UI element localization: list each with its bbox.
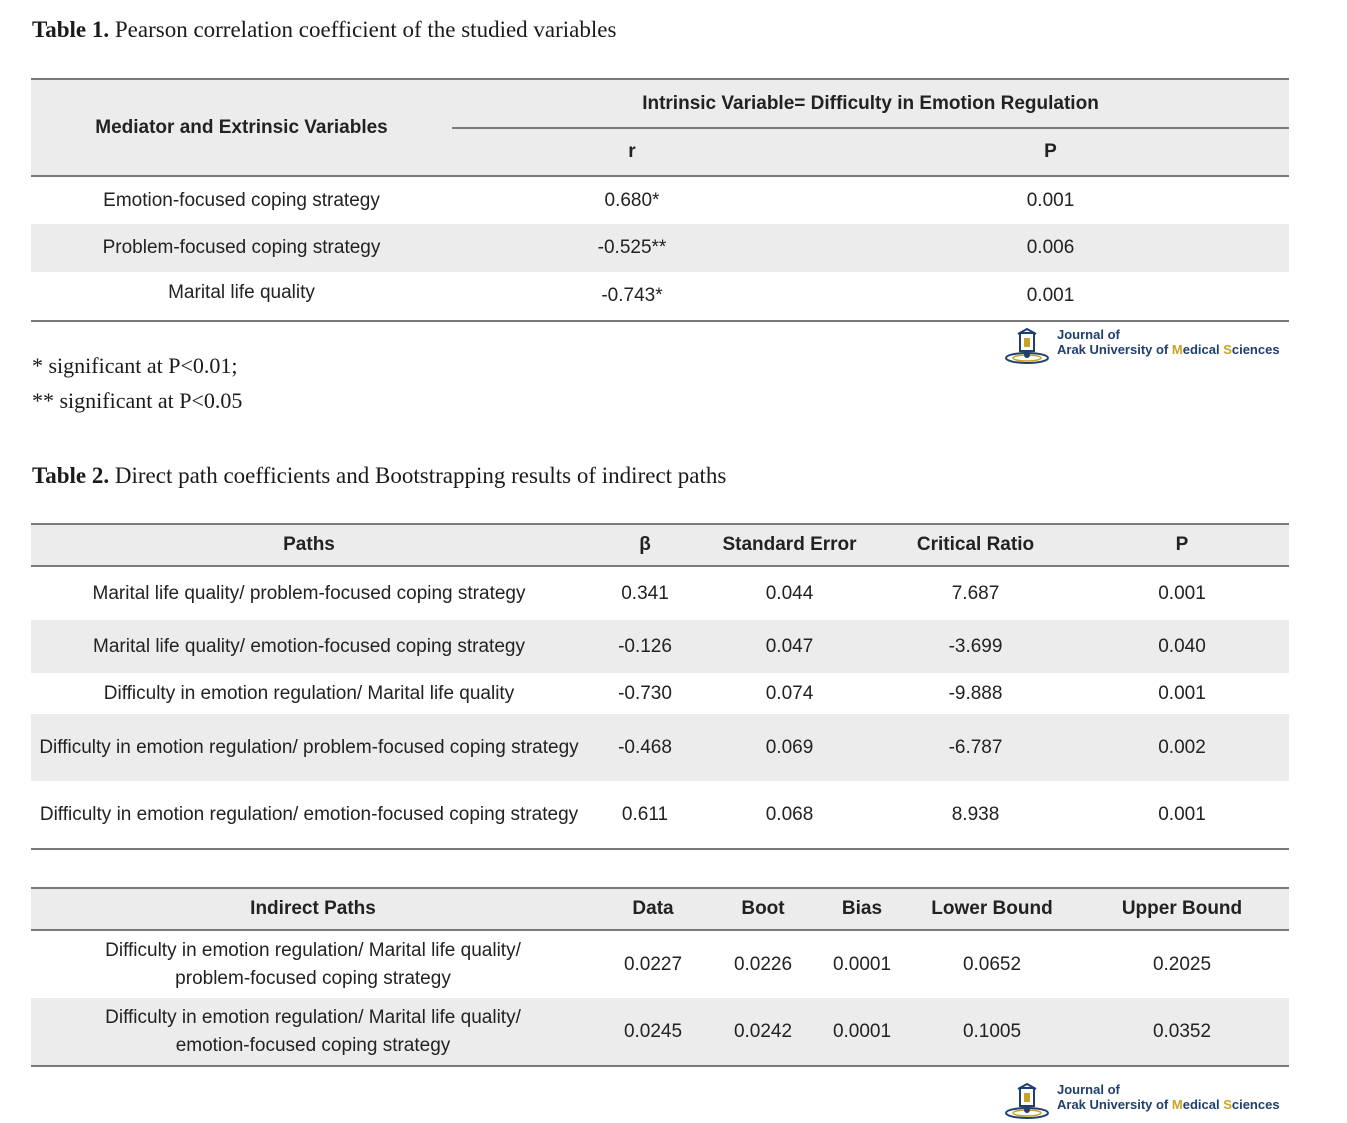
journal-emblem-icon [1005,1083,1053,1119]
p-header: P [1175,534,1189,555]
indirect-paths-header: Indirect Paths [250,898,376,919]
beta-header: β [639,534,651,555]
journal-logo [1005,1081,1295,1121]
row-r: -0.525** [597,237,667,258]
data-cell: 0.0245 [623,1020,683,1042]
table-row [31,620,1289,673]
logo-part: ciences [1231,342,1280,357]
boot-cell: 0.0242 [733,1020,793,1042]
bias-cell: 0.0001 [832,1020,892,1042]
correlation-table [31,78,1289,322]
journal-logo [1005,326,1295,366]
logo-part: Arak University of [1057,1097,1172,1112]
journal-emblem-icon [1005,328,1053,364]
std-error-cell: 0.074 [765,682,814,704]
std-error-cell: 0.068 [765,803,814,825]
table-row [31,714,1289,781]
row-p: 0.001 [1026,285,1075,306]
logo-part: edical [1182,1097,1224,1112]
p-cell: 0.040 [1158,635,1206,657]
row-name: Marital life quality [168,282,315,303]
std-error-header: Standard Error [722,534,857,555]
p-cell: 0.001 [1158,803,1206,825]
logo-part: S [1223,1097,1232,1112]
critical-ratio-cell: 7.687 [951,582,1000,604]
logo-part: S [1223,342,1232,357]
table-row [31,930,1289,998]
table2-caption [32,463,726,489]
path-cell: Difficulty in emotion regulation/ problem-focused coping strategy [39,736,579,758]
direct-paths-table [31,523,1289,850]
path-cell: Marital life quality/ problem-focused coping strategy [92,582,526,604]
table-row [31,781,1289,849]
indirect-path-cell: Difficulty in emotion regulation/ Marital life quality/ problem-focused coping strategy [105,939,521,989]
row-name: Emotion-focused coping strategy [103,189,380,211]
indirect-path-cell: Difficulty in emotion regulation/ Marital life quality/ emotion-focused coping strategy [105,1006,521,1056]
std-error-cell: 0.069 [765,736,814,758]
table-row [31,673,1289,714]
col-r-header: r [628,141,636,162]
logo-line2 [1057,1097,1280,1112]
critical-ratio-cell: 8.938 [951,803,1000,825]
table2-caption-text: Direct path coefficients and Bootstrapping results of indirect paths [109,463,727,488]
upper-bound-cell: 0.2025 [1152,953,1212,975]
lower-bound-cell: 0.0652 [962,953,1022,975]
row-p: 0.006 [1026,237,1075,258]
p-cell: 0.001 [1158,682,1206,704]
table-row [31,566,1289,620]
col-p-header: P [1044,141,1057,162]
bias-header: Bias [841,898,883,919]
data-cell: 0.0227 [623,953,683,975]
boot-cell: 0.0226 [733,953,793,975]
note-significance-005: ** significant at P<0.05 [32,388,243,413]
upper-bound-header: Upper Bound [1121,898,1243,919]
logo-part: M [1171,342,1183,357]
group-header: Intrinsic Variable= Difficulty in Emotion Regulation [452,79,1289,128]
table1-caption-label: Table 1. [32,17,110,42]
table2-caption-label: Table 2. [32,463,110,488]
std-error-cell: 0.047 [765,635,814,657]
table-row [31,998,1289,1066]
row-r: 0.680* [604,189,660,211]
paths-header: Paths [283,534,335,555]
logo-part: ciences [1231,1097,1280,1112]
logo-part: M [1171,1097,1183,1112]
boot-header: Boot [741,898,785,919]
path-cell: Difficulty in emotion regulation/ Marital life quality [103,682,515,704]
table-row [31,224,1289,272]
critical-ratio-header: Critical Ratio [916,534,1035,555]
p-cell: 0.001 [1158,582,1206,604]
p-cell: 0.002 [1158,736,1206,758]
path-cell: Marital life quality/ emotion-focused coping strategy [93,635,525,657]
beta-cell: -0.468 [618,736,672,758]
row-r: -0.743* [601,285,663,306]
note-significance-001: * significant at P<0.01; [32,353,238,378]
row-header: Mediator and Extrinsic Variables [95,116,388,138]
row-name: Problem-focused coping strategy [102,237,381,258]
logo-line2 [1057,342,1280,357]
logo-line1: Journal of [1057,1082,1120,1097]
critical-ratio-cell: -9.888 [948,682,1003,704]
critical-ratio-cell: -6.787 [948,736,1003,758]
table-row [31,272,1289,321]
table1-caption-text: Pearson correlation coefficient of the studied variables [109,17,617,42]
data-header: Data [632,898,674,919]
row-p: 0.001 [1026,189,1075,211]
std-error-cell: 0.044 [765,582,814,604]
beta-cell: 0.341 [621,582,669,604]
beta-cell: 0.611 [621,803,669,825]
beta-cell: -0.730 [618,682,672,704]
indirect-paths-table [31,887,1289,1067]
critical-ratio-cell: -3.699 [948,635,1003,657]
logo-part: edical [1182,342,1224,357]
table1-notes [32,348,242,418]
bias-cell: 0.0001 [832,953,892,975]
lower-bound-cell: 0.1005 [962,1020,1022,1042]
table1-caption [32,17,616,43]
lower-bound-header: Lower Bound [931,898,1053,919]
beta-cell: -0.126 [618,635,672,657]
upper-bound-cell: 0.0352 [1152,1020,1212,1042]
path-cell: Difficulty in emotion regulation/ emotion-focused coping strategy [39,803,579,825]
table-row [31,176,1289,224]
journal-logo-text [1057,327,1280,357]
logo-line1: Journal of [1057,327,1120,342]
journal-logo-text [1057,1082,1280,1112]
logo-part: Arak University of [1057,342,1172,357]
